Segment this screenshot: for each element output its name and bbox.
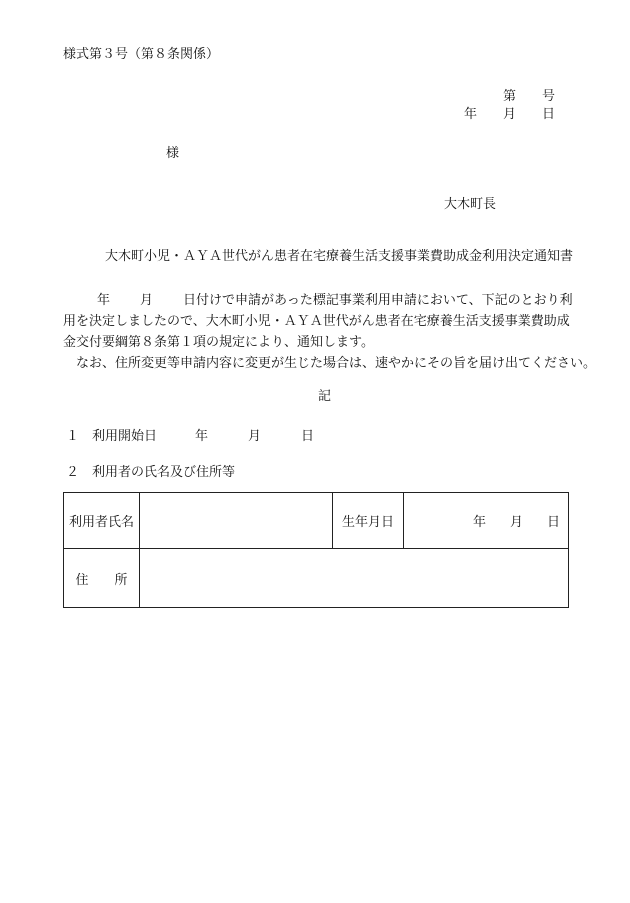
ki-heading: 記 <box>318 389 332 404</box>
birth-year: 年 <box>472 515 486 530</box>
birth-month: 月 <box>509 515 523 530</box>
doc-date-month: 月 <box>503 107 517 122</box>
body-p1-month: 月 <box>140 293 154 308</box>
address-label-cell <box>64 549 140 608</box>
birthdate-label-cell: 生年月日 <box>333 493 404 549</box>
doc-date-year: 年 <box>464 107 478 122</box>
name-value-cell[interactable] <box>140 493 333 549</box>
item-user-info: ２ 利用者の氏名及び住所等 <box>66 465 236 480</box>
document-number <box>503 90 555 103</box>
address-value-cell[interactable] <box>140 549 569 608</box>
doc-no-label-dai: 第 <box>503 89 517 104</box>
body-line-2: 用を決定しましたので、大木町小児・ＡＹＡ世代がん患者在宅療養生活支援事業費助成 <box>63 314 570 329</box>
address-label-2: 所 <box>114 572 128 588</box>
body-p1-line1-rest: 日付けで申請があった標記事業利用申請において、下記のとおり利 <box>183 293 573 308</box>
item1-label: １ 利用開始日 <box>66 429 158 444</box>
item-start-date <box>66 430 314 443</box>
item1-day: 日 <box>301 429 315 444</box>
addressee-honorific: 様 <box>166 146 180 161</box>
body-line-3: 金交付要綱第８条第１項の規定により、通知します。 <box>63 335 374 350</box>
doc-no-label-go: 号 <box>542 89 556 104</box>
birth-day: 日 <box>546 515 560 530</box>
table-row <box>64 549 569 608</box>
body-line-1 <box>63 290 583 311</box>
issuer-name: 大木町長 <box>444 197 497 212</box>
document-title: 大木町小児・ＡＹＡ世代がん患者在宅療養生活支援事業費助成金利用決定通知書 <box>105 249 574 264</box>
item1-month: 月 <box>248 429 262 444</box>
birthdate-value-cell[interactable] <box>404 493 569 549</box>
name-label-cell: 利用者氏名 <box>64 493 140 549</box>
address-label-1: 住 <box>75 572 89 588</box>
document-date <box>464 108 555 121</box>
body-line-4 <box>63 353 597 374</box>
item1-year: 年 <box>195 429 209 444</box>
doc-date-day: 日 <box>542 107 556 122</box>
form-number: 様式第３号（第８条関係） <box>63 47 220 62</box>
body-text <box>63 290 597 374</box>
body-p1-year: 年 <box>97 293 111 308</box>
body-p2: なお、住所変更等申請内容に変更が生じた場合は、速やかにその旨を届け出てください。 <box>76 356 597 371</box>
table-row <box>64 493 569 549</box>
user-info-table <box>63 492 569 608</box>
